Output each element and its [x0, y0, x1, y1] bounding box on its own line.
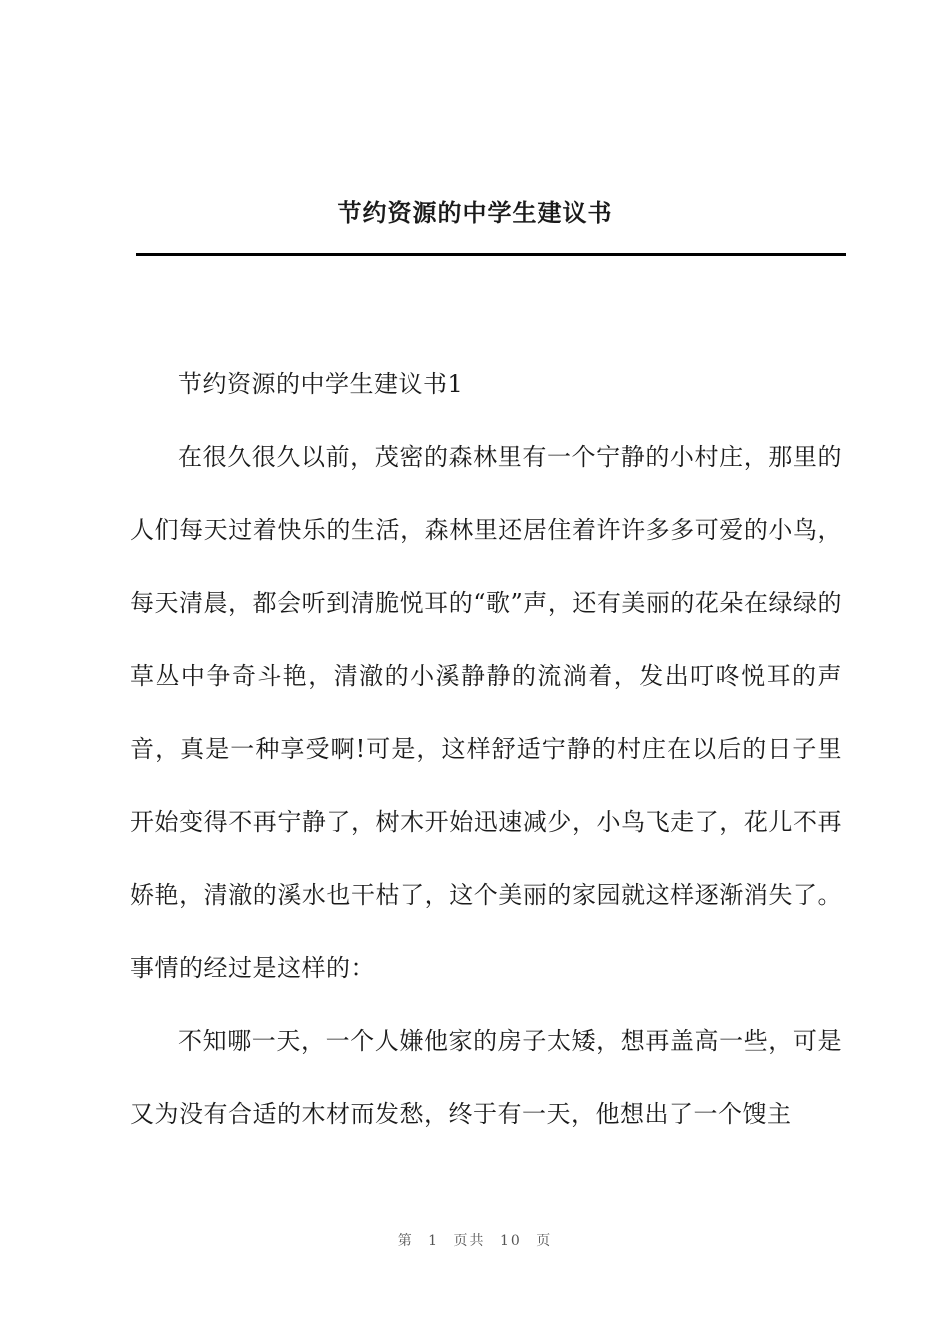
section-heading: 节约资源的中学生建议书1	[178, 370, 464, 398]
current-page-number: 1	[428, 1233, 440, 1249]
footer-prefix: 第	[397, 1233, 414, 1249]
page-number-footer	[0, 1230, 950, 1250]
document-title: 节约资源的中学生建议书	[337, 198, 613, 227]
paragraph: 在很久很久以前，茂密的森林里有一个宁静的小村庄，那里的人们每天过着快乐的生活，森林里还居住着许许多多可爱的小鸟，每天清晨，都会听到清脆悦耳的“歌”声，还有美丽的花朵在绿绿的草丛中争奇斗艳，清澈的小溪静静的流淌着，发出叮咚悦耳的声音，真是一种享受啊!可是，这样舒适宁静的村庄在以后的日子里开始变得不再宁静了，树木开始迅速减少，小鸟飞走了，花儿不再娇艳，清澈的溪水也干枯了，这个美丽的家园就这样逐渐消失了。事情的经过是这样的：	[130, 443, 842, 982]
document-body	[130, 348, 842, 1151]
footer-suffix: 页	[536, 1233, 553, 1249]
total-page-count: 10	[500, 1233, 522, 1249]
title-divider	[136, 253, 846, 256]
paragraph: 不知哪一天，一个人嫌他家的房子太矮，想再盖高一些，可是又为没有合适的木材而发愁，终于有一天，他想出了一个馊主	[130, 1027, 842, 1128]
footer-middle: 页共	[453, 1233, 486, 1249]
